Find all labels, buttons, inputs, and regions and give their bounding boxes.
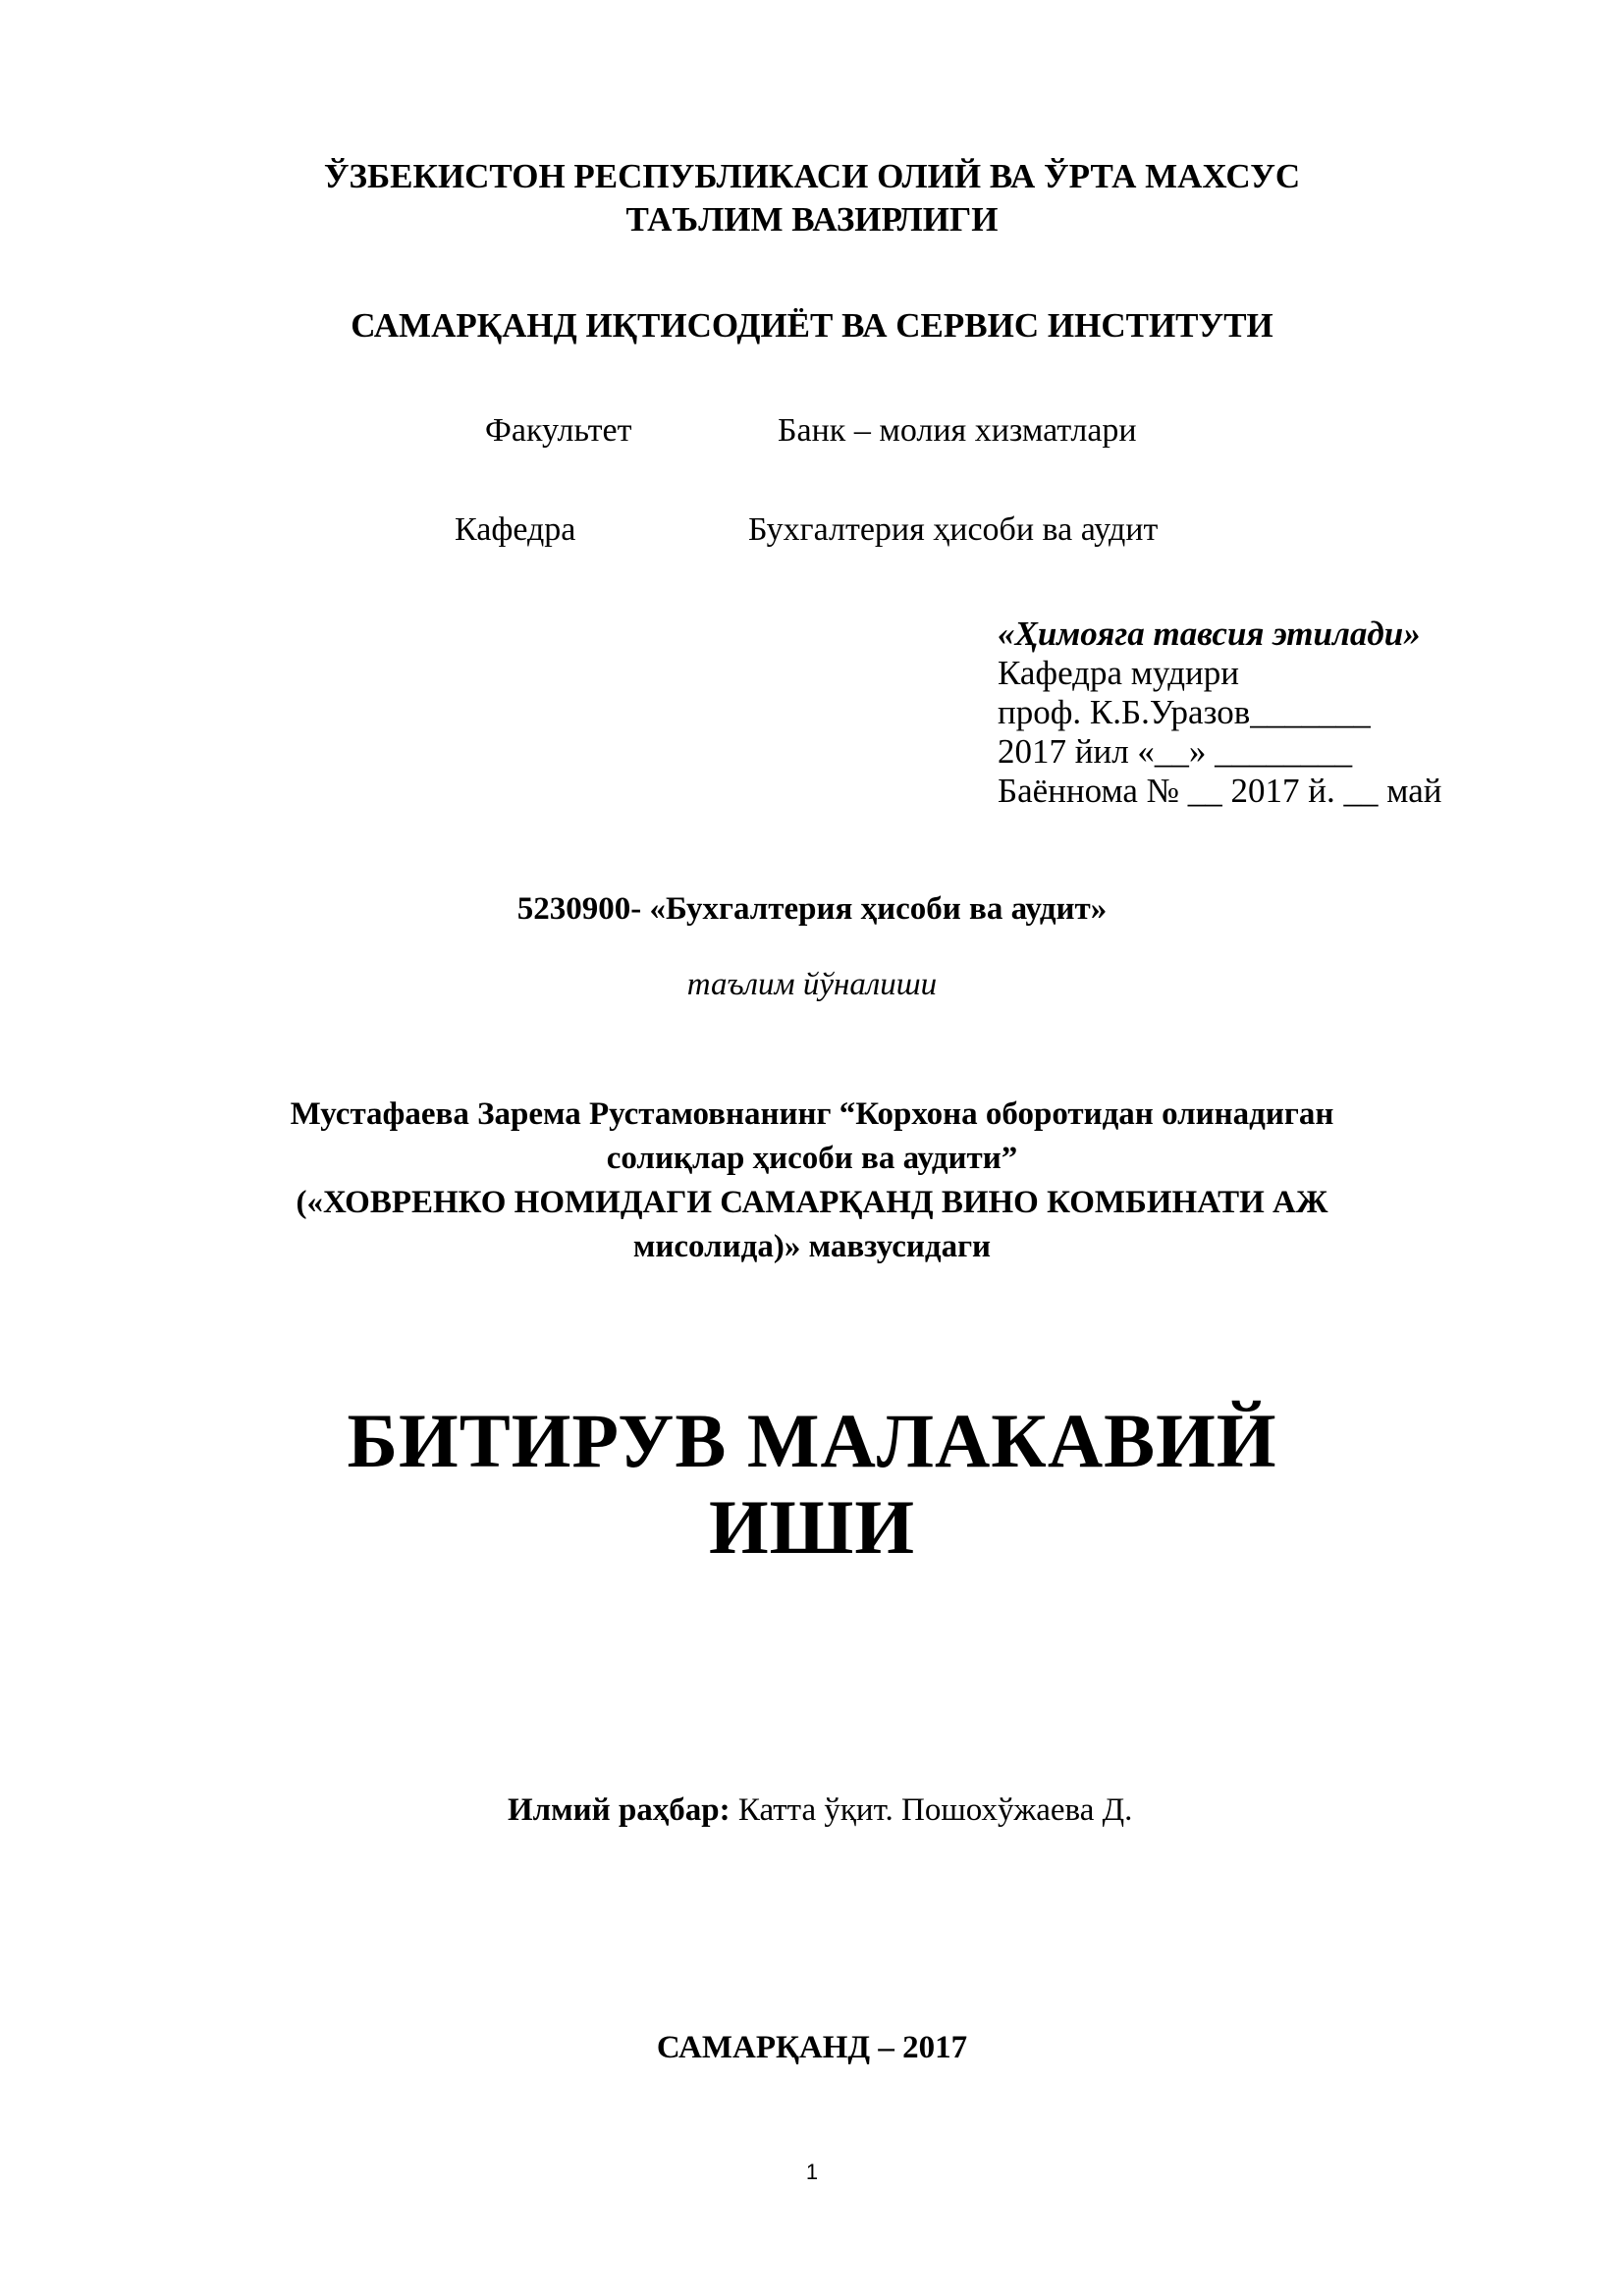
- document-title: [0, 1398, 1624, 1571]
- topic-line-1: Мустафаева Зарема Рустамовнанинг “Корхона оборотидан олинадиган: [290, 1096, 1334, 1132]
- institute-name: САМАРҚАНД ИҚТИСОДИЁТ ВА СЕРВИС ИНСТИТУТИ: [351, 306, 1273, 345]
- department-value: Бухгалтерия ҳисоби ва аудит: [748, 511, 1159, 548]
- supervisor-label: Илмий раҳбар:: [508, 1792, 731, 1828]
- ministry-line-1: ЎЗБЕКИСТОН РЕСПУБЛИКАСИ ОЛИЙ ВА ЎРТА МАХСУС: [323, 157, 1301, 195]
- approval-line-professor: проф. К.Б.Уразов_______: [998, 693, 1371, 731]
- direction-subtitle: таълим йўналиши: [686, 967, 938, 1002]
- ministry-header: [0, 155, 1624, 241]
- approval-line-head-of-department: Кафедра мудири: [998, 654, 1239, 692]
- topic-line-2: солиқлар ҳисоби ва аудити”: [606, 1141, 1018, 1176]
- approval-line-date: 2017 йил «__» ________: [998, 732, 1353, 771]
- supervisor-line: [508, 1792, 1132, 1829]
- document-title-line-1: БИТИРУВ МАЛАКАВИЙ: [347, 1398, 1277, 1483]
- faculty-label: Факультет: [485, 412, 632, 449]
- approval-block: [998, 614, 1441, 811]
- topic-block: [0, 1093, 1624, 1269]
- approval-heading: «Ҳимояга тавсия этилади»: [998, 614, 1421, 653]
- city-year: САМАРҚАНД – 2017: [656, 2030, 968, 2065]
- approval-line-protocol: Баённома № __ 2017 й. __ май: [998, 772, 1442, 810]
- faculty-value: Банк – молия хизматлари: [778, 412, 1137, 449]
- page-number: 1: [805, 2160, 819, 2184]
- topic-line-3: («ХОВРЕНКО НОМИДАГИ САМАРҚАНД ВИНО КОМБИНАТИ АЖ: [296, 1185, 1328, 1220]
- direction-title: 5230900- «Бухгалтерия ҳисоби ва аудит»: [516, 891, 1108, 927]
- document-title-line-2: ИШИ: [709, 1484, 915, 1570]
- supervisor-name: Катта ўқит. Пошохўжаева Д.: [730, 1792, 1133, 1828]
- department-label: Кафедра: [455, 511, 576, 548]
- ministry-line-2: ТАЪЛИМ ВАЗИРЛИГИ: [625, 200, 999, 239]
- topic-line-4: мисолида)» мавзусидаги: [632, 1229, 992, 1264]
